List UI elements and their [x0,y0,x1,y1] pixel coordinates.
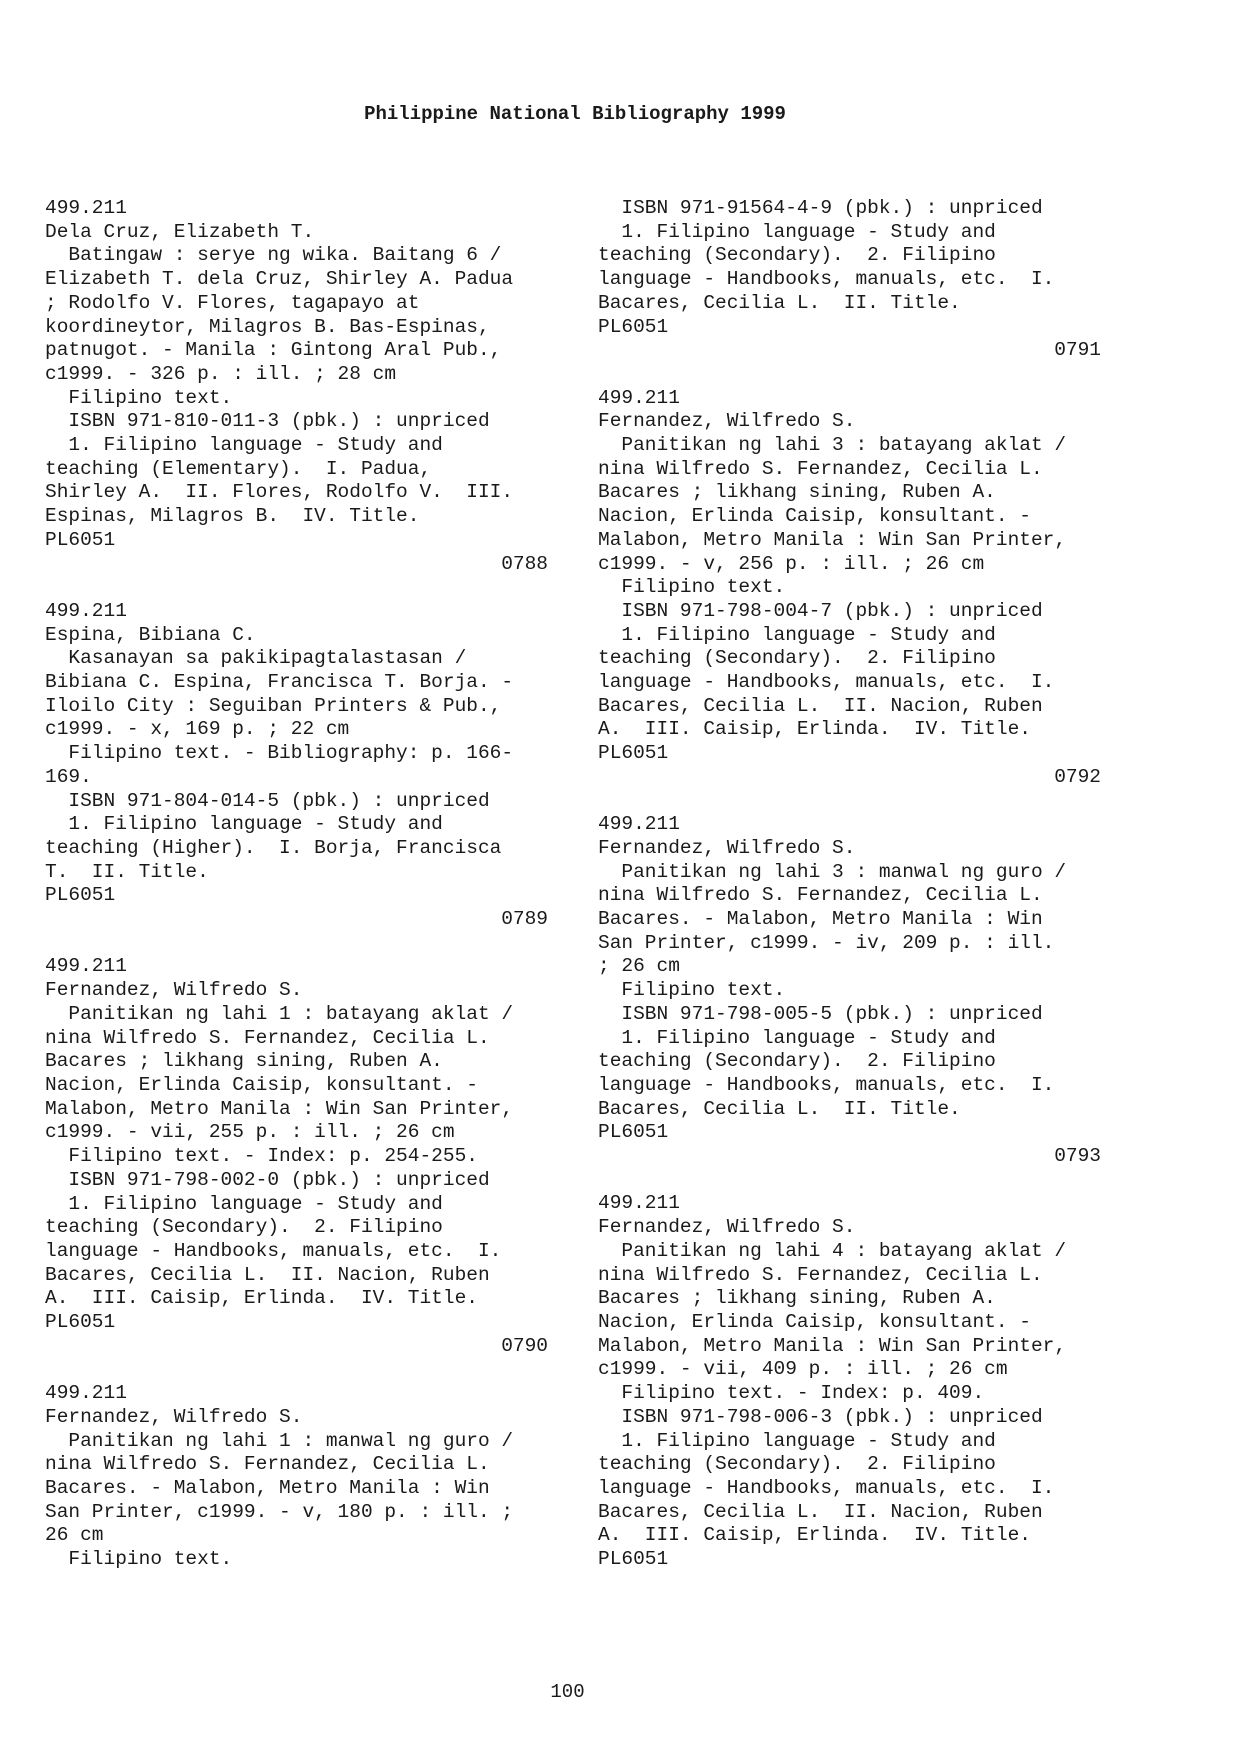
page-title: Philippine National Bibliography 1999 [364,103,786,125]
entry-line: nina Wilfredo S. Fernandez, Cecilia L. [45,1026,490,1049]
entry-line: 1. Filipino language - Study and [45,813,443,836]
entry-line: teaching (Elementary). I. Padua, [45,457,432,480]
entry-line: teaching (Secondary). 2. Filipino [598,647,996,670]
entry-line: Fernandez, Wilfredo S. [598,410,856,433]
entry-line: language - Handbooks, manuals, etc. I. [45,1239,502,1262]
entry-line: Bacares, Cecilia L. II. Title. [598,1097,961,1120]
entry-line: 499.211 [598,1192,680,1215]
entry-number: 0788 [501,552,548,575]
entry-line: PL6051 [45,528,116,551]
entry-line: A. III. Caisip, Erlinda. IV. Title. [45,1287,478,1310]
entry-line: 1. Filipino language - Study and [45,1192,443,1215]
entry-line: PL6051 [598,1548,669,1571]
entry-line: Panitikan ng lahi 1 : batayang aklat / [45,1002,514,1025]
entry-line: Filipino text. - Index: p. 409. [598,1382,985,1405]
entry-line: ; 26 cm [598,955,680,978]
entry-line: Kasanayan sa pakikipagtalastasan / [45,647,467,670]
entry-line: teaching (Secondary). 2. Filipino [598,244,996,267]
entry-line: PL6051 [598,742,669,765]
entry-line: ISBN 971-804-014-5 (pbk.) : unpriced [45,789,490,812]
entry-line: Panitikan ng lahi 4 : batayang aklat / [598,1239,1067,1262]
entry-line: teaching (Secondary). 2. Filipino [598,1050,996,1073]
entry-line: language - Handbooks, manuals, etc. I. [598,1073,1055,1096]
entry-line: T. II. Title. [45,860,209,883]
entry-number: 0791 [1054,339,1101,362]
entry-line: Filipino text. [45,1548,233,1571]
entry-line: Bacares, Cecilia L. II. Nacion, Ruben [598,694,1043,717]
entry-number: 0792 [1054,765,1101,788]
entry-line: 1. Filipino language - Study and [45,434,443,457]
entry-line: 1. Filipino language - Study and [598,1026,996,1049]
entry-line: A. III. Caisip, Erlinda. IV. Title. [598,1524,1031,1547]
entry-line: Malabon, Metro Manila : Win San Printer, [45,1097,514,1120]
page-number: 100 [550,1681,585,1703]
entry-line: teaching (Secondary). 2. Filipino [45,1216,443,1239]
entry-line: c1999. - vii, 409 p. : ill. ; 26 cm [598,1358,1008,1381]
entry-line: Iloilo City : Seguiban Printers & Pub., [45,694,502,717]
entry-number: 0789 [501,908,548,931]
entry-number: 0793 [1054,1145,1101,1168]
entry-line: koordineytor, Milagros B. Bas-Espinas, [45,315,490,338]
entry-line: ISBN 971-810-011-3 (pbk.) : unpriced [45,410,490,433]
entry-line: ; Rodolfo V. Flores, tagapayo at [45,291,420,314]
entry-spacer [598,1169,1118,1193]
entry-line: Shirley A. II. Flores, Rodolfo V. III. [45,481,514,504]
entry-line: 26 cm [45,1524,104,1547]
entry-spacer [598,363,1118,387]
entry-spacer [598,790,1118,814]
entry-line: Filipino text. [598,576,786,599]
entry-line: Filipino text. - Bibliography: p. 166- [45,742,514,765]
entry-line: San Printer, c1999. - v, 180 p. : ill. ; [45,1500,514,1523]
entry-line: 1. Filipino language - Study and [598,623,996,646]
entry-line: nina Wilfredo S. Fernandez, Cecilia L. [598,457,1043,480]
entry-line: A. III. Caisip, Erlinda. IV. Title. [598,718,1031,741]
entry-line: language - Handbooks, manuals, etc. I. [598,268,1055,291]
entry-line: 169. [45,765,92,788]
entry-line: Bacares, Cecilia L. II. Title. [598,291,961,314]
entry-line: 499.211 [45,1382,127,1405]
entry-line: teaching (Secondary). 2. Filipino [598,1453,996,1476]
entry-line: Fernandez, Wilfredo S. [598,1216,856,1239]
entry-line: ISBN 971-91564-4-9 (pbk.) : unpriced [598,197,1043,219]
entry-line: Nacion, Erlinda Caisip, konsultant. - [45,1073,478,1096]
entry-spacer [45,1358,565,1382]
entry-line: nina Wilfredo S. Fernandez, Cecilia L. [598,1263,1043,1286]
entry-line: c1999. - 326 p. : ill. ; 28 cm [45,362,397,385]
entry-line: nina Wilfredo S. Fernandez, Cecilia L. [598,884,1043,907]
right-column [598,197,1118,1572]
entry-line: ISBN 971-798-005-5 (pbk.) : unpriced [598,1002,1043,1025]
entry-line: language - Handbooks, manuals, etc. I. [598,671,1055,694]
entry-line: Bacares ; likhang sining, Ruben A. [45,1050,443,1073]
entry-line: Bibiana C. Espina, Francisca T. Borja. - [45,671,514,694]
bibliography-entry [45,1382,565,1572]
entry-line: patnugot. - Manila : Gintong Aral Pub., [45,339,502,362]
entry-line: language - Handbooks, manuals, etc. I. [598,1476,1055,1499]
entry-line: 1. Filipino language - Study and [598,220,996,243]
entry-line: 499.211 [45,197,127,219]
entry-line: Filipino text. [598,979,786,1002]
entry-line: 1. Filipino language - Study and [598,1429,996,1452]
entry-line: Filipino text. [45,386,233,409]
entry-line: Bacares ; likhang sining, Ruben A. [598,481,996,504]
bibliography-entry [598,197,1118,363]
entry-line: Dela Cruz, Elizabeth T. [45,220,315,243]
entry-line: ISBN 971-798-002-0 (pbk.) : unpriced [45,1168,490,1191]
entry-line: Nacion, Erlinda Caisip, konsultant. - [598,505,1031,528]
bibliography-entry [598,813,1118,1169]
entry-line: Elizabeth T. dela Cruz, Shirley A. Padua [45,268,514,291]
bibliography-entry [45,955,565,1358]
entry-line: Fernandez, Wilfredo S. [45,1405,303,1428]
entry-spacer [45,576,565,600]
entry-line: Panitikan ng lahi 3 : manwal ng guro / [598,860,1067,883]
entry-line: teaching (Higher). I. Borja, Francisca [45,836,502,859]
entry-line: Bacares. - Malabon, Metro Manila : Win [45,1476,490,1499]
entry-line: Panitikan ng lahi 3 : batayang aklat / [598,434,1067,457]
entry-line: Malabon, Metro Manila : Win San Printer, [598,528,1067,551]
entry-line: Espinas, Milagros B. IV. Title. [45,505,420,528]
entry-line: ISBN 971-798-004-7 (pbk.) : unpriced [598,599,1043,622]
bibliography-entry [598,1192,1118,1571]
bibliography-entry [45,600,565,932]
entry-number: 0790 [501,1334,548,1357]
entry-line: 499.211 [45,599,127,622]
entry-line: PL6051 [45,1311,116,1334]
left-column [45,197,565,1572]
entry-line: Bacares, Cecilia L. II. Nacion, Ruben [45,1263,490,1286]
entry-line: PL6051 [598,1121,669,1144]
entry-line: c1999. - x, 169 p. ; 22 cm [45,718,350,741]
entry-line: 499.211 [45,955,127,978]
entry-line: Bacares ; likhang sining, Ruben A. [598,1287,996,1310]
entry-line: Bacares, Cecilia L. II. Nacion, Ruben [598,1500,1043,1523]
entry-line: San Printer, c1999. - iv, 209 p. : ill. [598,931,1055,954]
entry-line: Espina, Bibiana C. [45,623,256,646]
entry-line: Filipino text. - Index: p. 254-255. [45,1145,478,1168]
entry-spacer [45,932,565,956]
entry-line: Panitikan ng lahi 1 : manwal ng guro / [45,1429,514,1452]
bibliography-entry [45,197,565,576]
bibliography-entry [598,387,1118,790]
entry-line: Fernandez, Wilfredo S. [598,836,856,859]
entry-line: Batingaw : serye ng wika. Baitang 6 / [45,244,502,267]
entry-line: ISBN 971-798-006-3 (pbk.) : unpriced [598,1405,1043,1428]
entry-line: 499.211 [598,813,680,836]
entry-line: nina Wilfredo S. Fernandez, Cecilia L. [45,1453,490,1476]
entry-line: PL6051 [598,315,669,338]
entry-line: 499.211 [598,386,680,409]
entry-line: PL6051 [45,884,116,907]
entry-line: Bacares. - Malabon, Metro Manila : Win [598,908,1043,931]
entry-line: Malabon, Metro Manila : Win San Printer, [598,1334,1067,1357]
entry-line: Fernandez, Wilfredo S. [45,979,303,1002]
entry-line: c1999. - v, 256 p. : ill. ; 26 cm [598,552,985,575]
entry-line: c1999. - vii, 255 p. : ill. ; 26 cm [45,1121,455,1144]
entry-line: Nacion, Erlinda Caisip, konsultant. - [598,1311,1031,1333]
